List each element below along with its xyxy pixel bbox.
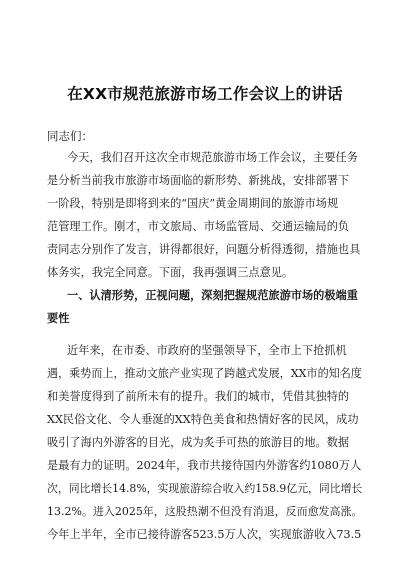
paragraph-line: 今年上半年，全市已接待游客523.5万人次，实现旅游收入73.5 [47, 528, 362, 541]
paragraph-line: 和美誉度得到了前所未有的提升。我们的城市，凭借其独特的 [47, 390, 350, 403]
paragraph-line: 是最有力的证明。2024年，我市共接待国内外游客约1080万人 [47, 459, 362, 472]
paragraph-line: 13.2%。进入2025年，这股热潮不但没有消退，反而愈发高涨。 [47, 505, 363, 518]
paragraph-line: 吸引了海内外游客的目光，成为炙手可热的旅游目的地。数据 [47, 436, 350, 449]
paragraph-line: 遇，乘势而上，推动文旅产业实现了跨越式发展，XX市的知名度 [47, 367, 362, 380]
paragraph-line: 近年来，在市委、市政府的坚强领导下，全市上下抢抓机 [67, 344, 347, 357]
paragraph-line: XX民俗文化、令人垂涎的XX特色美食和热情好客的民风，成功 [47, 413, 359, 426]
salutation: 同志们： [47, 129, 93, 143]
paragraph-line: 责同志分别作了发言，讲得都很好，问题分析得透彻，措施也具 [47, 243, 361, 256]
section-heading: 一、认清形势，正视问题，深刻把握规范旅游市场的极端重 [67, 289, 358, 302]
paragraph-line: 是分析当前我市旅游市场面临的新形势、新挑战，安排部署下 [47, 174, 350, 187]
paragraph-line: 范管理工作。刚才，市文旅局、市场监管局、交通运输局的负 [47, 220, 350, 233]
paragraph-line: 次，同比增长14.8%，实现旅游综合收入约158.9亿元，同比增长 [47, 482, 363, 495]
document-title: 在XX市规范旅游市场工作会议上的讲话 [67, 85, 343, 103]
paragraph-line: 一阶段，特别是即将到来的“国庆”黄金周期间的旅游市场规 [47, 197, 339, 210]
paragraph-line: 体务实，我完全同意。下面，我再强调三点意见。 [47, 266, 294, 279]
section-heading: 要性 [47, 312, 70, 325]
paragraph-line: 今天，我们召开这次全市规范旅游市场工作会议，主要任务 [67, 151, 358, 164]
